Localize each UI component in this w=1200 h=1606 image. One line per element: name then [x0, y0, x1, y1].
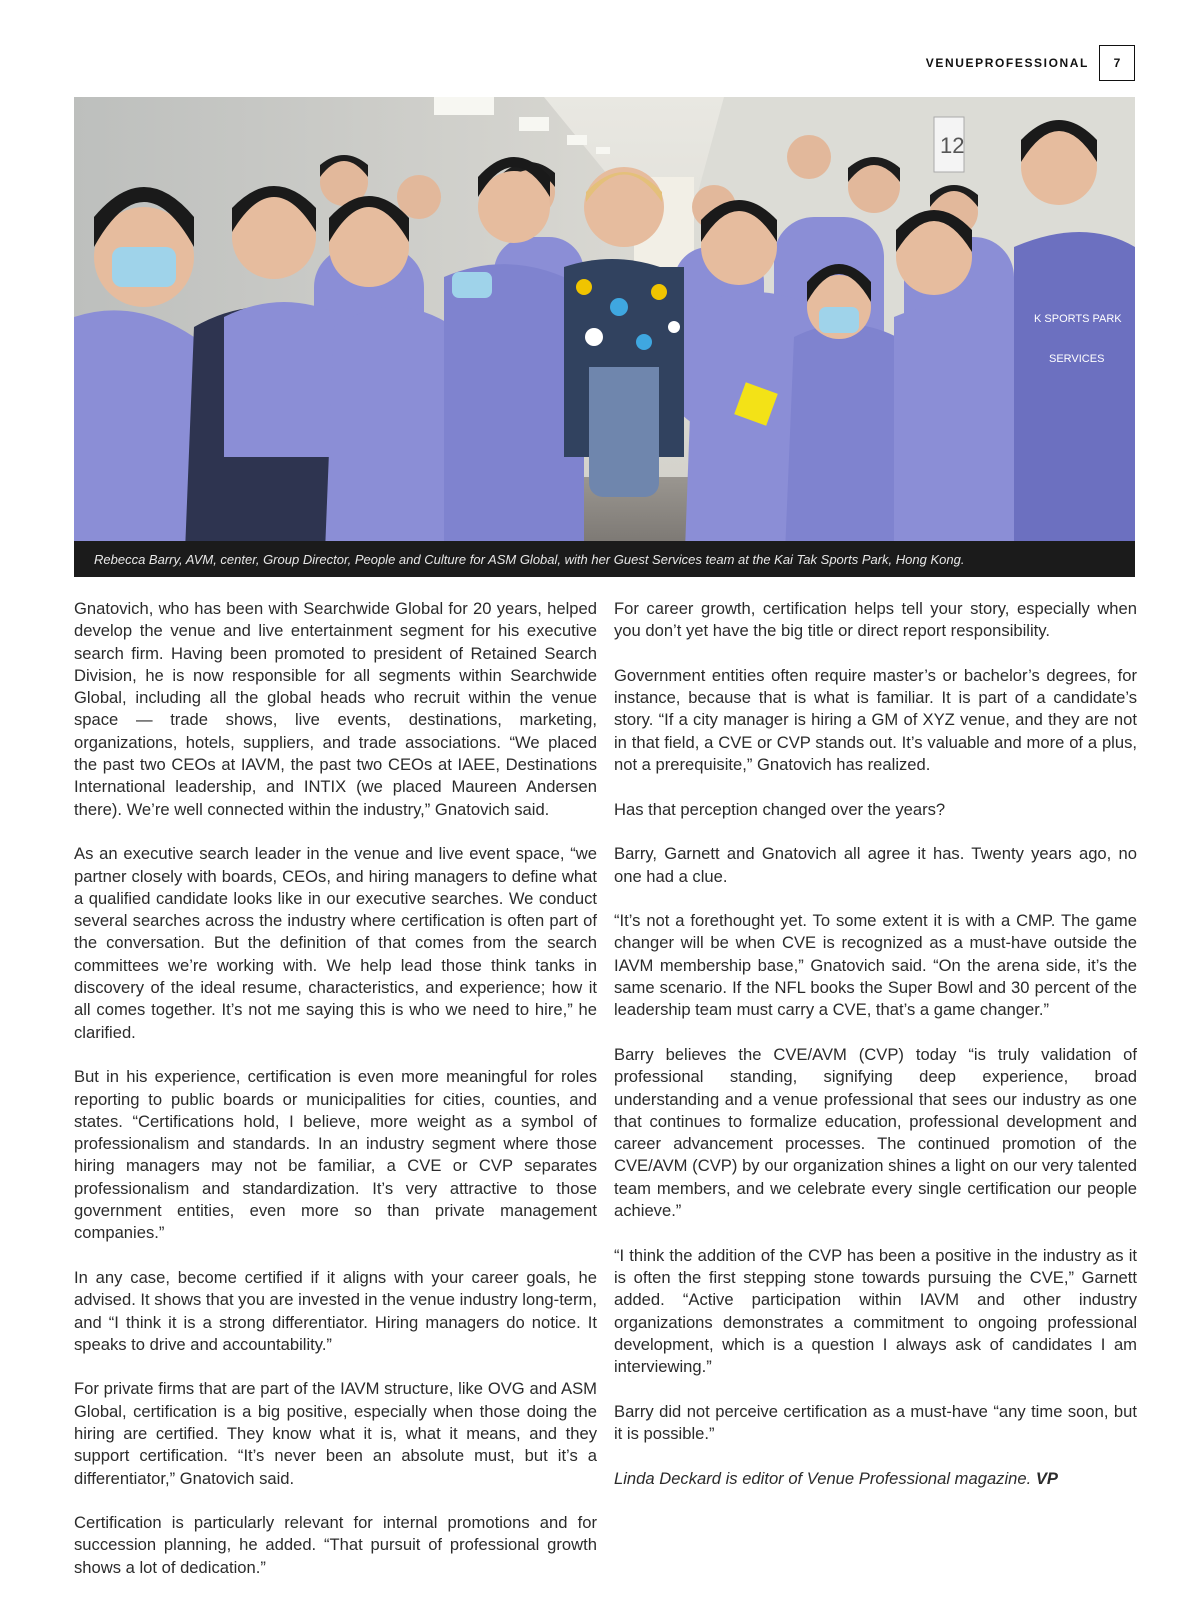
magazine-name — [926, 56, 1089, 70]
magazine-name-light: PROFESSIONAL — [975, 56, 1089, 70]
paragraph: “I think the addition of the CVP has been a positive in the industry as it is often the first stepping stone towards pursuing the CVE,” Garnett added. “Active participation within IAVM and other industry organizations demonstrates a commitment to ongoing professional development, which is a question I always ask of candidates I am interviewing.” — [614, 1245, 1137, 1377]
page-number: 7 — [1099, 45, 1135, 81]
paragraph: Barry, Garnett and Gnatovich all agree it has. Twenty years ago, no one had a clue. — [614, 844, 1137, 886]
wall-sign-number: 12 — [940, 133, 965, 158]
paragraph: Barry did not perceive certification as a must-have “any time soon, but it is possible.” — [614, 1401, 1137, 1443]
paragraph: But in his experience, certification is even more meaningful for roles reporting to public boards or municipalities for cities, counties, and states. “Certifications hold, I believe, more weight as a symbol of professionalism and standards. In an industry segment where those hiring managers may not be familiar, a CVE or CVP separates professionalism and standardization. It’s very attractive to those government entities, even more so than private management companies.” — [74, 1067, 597, 1243]
paragraph: Gnatovich, who has been with Searchwide Global for 20 years, helped develop the venue and live entertainment segment for his executive search firm. Having been promoted to president of Retained Search Division, he is now responsible for all segments within Searchwide Global, including all the global heads who recruit within the venue space — trade shows, live events, destinations, marketing, organizations, hotels, suppliers, and trade associations. “We placed the past two CEOs at IAVM, the past two CEOs at IAEE, Destinations International leadership, and INTIX (we placed Maureen Andersen there). We’re well connected within the industry,” Gnatovich said. — [74, 599, 597, 819]
jacket-text-top: K SPORTS PARK — [1034, 313, 1122, 325]
team-photo-illustration — [74, 97, 1135, 577]
paragraph: Barry believes the CVE/AVM (CVP) today “is truly validation of professional standing, signifying deep experience, broad understanding and a venue professional that sees our industry as one that continues to formalize education, professional development and career advancement processes. The continued promotion of the CVE/AVM (CVP) by our organization shines a light on our very talented team members, and we celebrate every single certification our people achieve.” — [614, 1044, 1137, 1221]
jacket-text-bottom: SERVICES — [1049, 353, 1105, 365]
page-header — [926, 45, 1135, 81]
paragraph: In any case, become certified if it aligns with your career goals, he advised. It shows that you are invested in the venue industry long-term, and “I think it is a strong differentiator. Hiring managers do notice. It speaks to drive and accountability.” — [74, 1267, 597, 1354]
paragraph: Government entities often require master’s or bachelor’s degrees, for instance, because that is what is familiar. It is part of a candidate’s story. “If a city manager is hiring a GM of XYZ venue, and they are not in that field, a CVE or CVP stands out. It’s valuable and more of a plus, not a prerequisite,” Gnatovich has realized. — [614, 665, 1137, 775]
article-right-column — [614, 598, 1137, 1512]
paragraph: For career growth, certification helps tell your story, especially when you don’t yet have the big title or direct report responsibility. — [614, 599, 1137, 641]
paragraph: For private firms that are part of the IAVM structure, like OVG and ASM Global, certification is a big positive, especially when those doing the hiring are certified. They know what it is, what it means, and they support certification. “It’s never been an absolute must, but it’s a differentiator,” Gnatovich said. — [74, 1379, 597, 1488]
paragraph: Has that perception changed over the years? — [614, 799, 946, 819]
caption-bar — [74, 541, 1135, 577]
article-left-column — [74, 598, 597, 1601]
magazine-name-bold: VENUE — [925, 56, 976, 70]
paragraph: As an executive search leader in the venue and live event space, “we partner closely with boards, CEOs, and hiring managers to define what a qualified candidate looks like in our executive searches. We conduct several searches across the industry where certification is often part of the conversation. But the definition of that comes from the search committees we’re working with. We help lead those think tanks in discovery of the ideal resume, characteristics, and experience; how it all comes together. It’s not me saying this is who we need to hire,” he clarified. — [74, 844, 597, 1042]
paragraph: Certification is particularly relevant for internal promotions and for succession planning, he added. “That pursuit of professional growth shows a lot of dedication.” — [74, 1513, 597, 1577]
byline-text: Linda Deckard is editor of Venue Professional magazine. — [614, 1468, 1032, 1488]
end-mark: VP — [1035, 1468, 1058, 1488]
blouse-pattern — [564, 267, 684, 367]
paragraph: “It’s not a forethought yet. To some extent it is with a CMP. The game changer will be when CVE is recognized as a must-have outside the IAVM membership base,” Gnatovich said. “On the arena side, it’s the same scenario. If the NFL books the Super Bowl and 30 percent of the leadership team must carry a CVE, that’s a game changer.” — [614, 911, 1137, 1020]
team-photo — [74, 97, 1135, 577]
author-byline — [614, 1468, 1137, 1490]
photo-caption: Rebecca Barry, AVM, center, Group Director, People and Culture for ASM Global, with her Guest Services team at the Kai Tak Sports Park, Hong Kong. — [94, 551, 965, 567]
